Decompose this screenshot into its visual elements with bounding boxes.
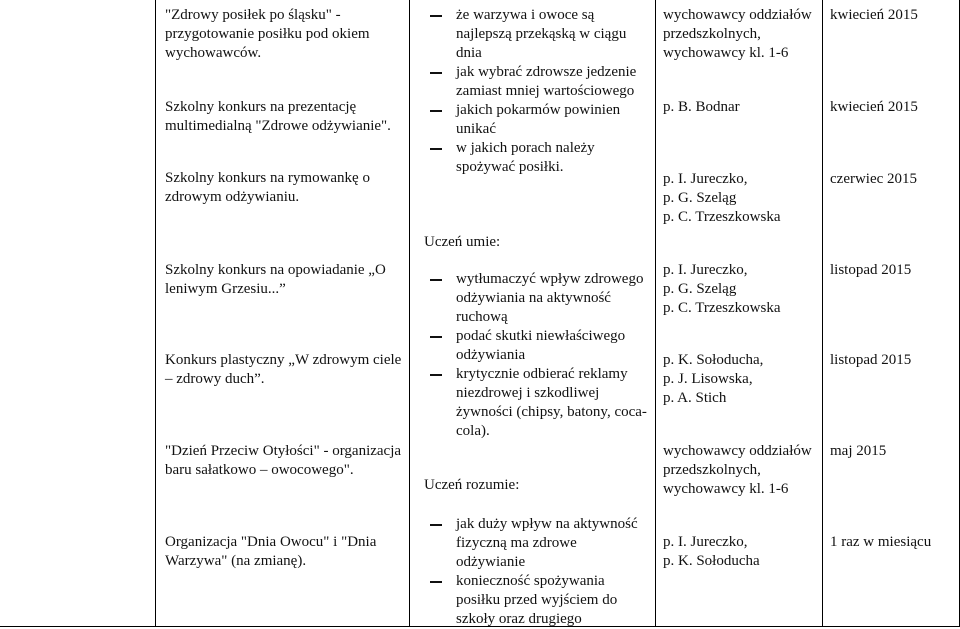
responsible-name: p. I. Jureczko, <box>663 534 748 550</box>
section-heading: Uczeń umie: <box>424 234 501 250</box>
activity-item: Organizacja "Dnia Owocu" i "Dnia Warzywa" (na zmianę). <box>165 534 377 569</box>
responsible-group <box>663 261 821 318</box>
list-item: że warzywa i owoce są najlepszą przekąską w ciągu dnia <box>424 6 649 63</box>
date-text: czerwiec 2015 <box>830 171 918 187</box>
table-border-left <box>155 0 156 627</box>
date-text: kwiecień 2015 <box>830 99 918 115</box>
outcome-list <box>424 270 649 441</box>
section-heading: Uczeń rozumie: <box>424 477 520 493</box>
list-item: wytłumaczyć wpływ zdrowego odżywiania na aktywność ruchową <box>424 270 649 327</box>
list-item: podać skutki niewłaściwego odżywiania <box>424 327 649 365</box>
outcome-list <box>424 6 649 177</box>
table-border <box>822 0 823 627</box>
date-text: maj 2015 <box>830 443 887 459</box>
responsible-name: p. I. Jureczko, <box>663 262 748 278</box>
activity-item: Szkolny konkurs na opowiadanie „O leniwym Grzesiu...” <box>165 262 386 297</box>
date-text: listopad 2015 <box>830 262 912 278</box>
list-item: krytycznie odbierać reklamy niezdrowej i szkodliwej żywności (chipsy, batony, coca-cola). <box>424 365 649 441</box>
date-text: 1 raz w miesiącu <box>830 534 932 550</box>
responsible-name: p. G. Szeląg <box>663 281 737 297</box>
responsible-name: p. C. Trzeszkowska <box>663 209 781 225</box>
activity-item: Szkolny konkurs na prezentację multimedialną "Zdrowe odżywianie". <box>165 99 391 134</box>
activity-item: Szkolny konkurs na rymowankę o zdrowym odżywianiu. <box>165 170 370 205</box>
outcome-list <box>424 515 649 629</box>
list-item: w jakich porach należy spożywać posiłki. <box>424 139 649 177</box>
date-text: kwiecień 2015 <box>830 7 918 23</box>
responsible-name: p. C. Trzeszkowska <box>663 300 781 316</box>
responsible-group <box>663 170 821 227</box>
table-border <box>655 0 656 627</box>
responsible-group <box>663 351 821 408</box>
list-item: jakich pokarmów powinien unikać <box>424 101 649 139</box>
responsible-text: p. B. Bodnar <box>663 99 740 115</box>
responsible-name: p. K. Sołoducha <box>663 553 760 569</box>
responsible-name: p. J. Lisowska, <box>663 371 753 387</box>
responsible-name: p. G. Szeląg <box>663 190 737 206</box>
responsible-name: p. I. Jureczko, <box>663 171 748 187</box>
activity-item: "Zdrowy posiłek po śląsku" - przygotowanie posiłku pod okiem wychowawców. <box>165 7 370 61</box>
list-item: konieczność spożywania posiłku przed wyjściem do szkoły oraz drugiego <box>424 572 649 629</box>
responsible-group <box>663 533 821 571</box>
responsible-text: wychowawcy oddziałów przedszkolnych, wychowawcy kl. 1-6 <box>663 7 812 61</box>
list-item: jak duży wpływ na aktywność fizyczną ma zdrowe odżywianie <box>424 515 649 572</box>
activity-item: "Dzień Przeciw Otyłości" - organizacja baru sałatkowo – owocowego". <box>165 443 402 478</box>
list-item: jak wybrać zdrowsze jedzenie zamiast mniej wartościowego <box>424 63 649 101</box>
activity-item: Konkurs plastyczny „W zdrowym ciele – zdrowy duch”. <box>165 352 402 387</box>
responsible-text: wychowawcy oddziałów przedszkolnych, wychowawcy kl. 1-6 <box>663 443 812 497</box>
table-border <box>409 0 410 627</box>
date-text: listopad 2015 <box>830 352 912 368</box>
responsible-name: p. A. Stich <box>663 390 727 406</box>
responsible-name: p. K. Sołoducha, <box>663 352 764 368</box>
